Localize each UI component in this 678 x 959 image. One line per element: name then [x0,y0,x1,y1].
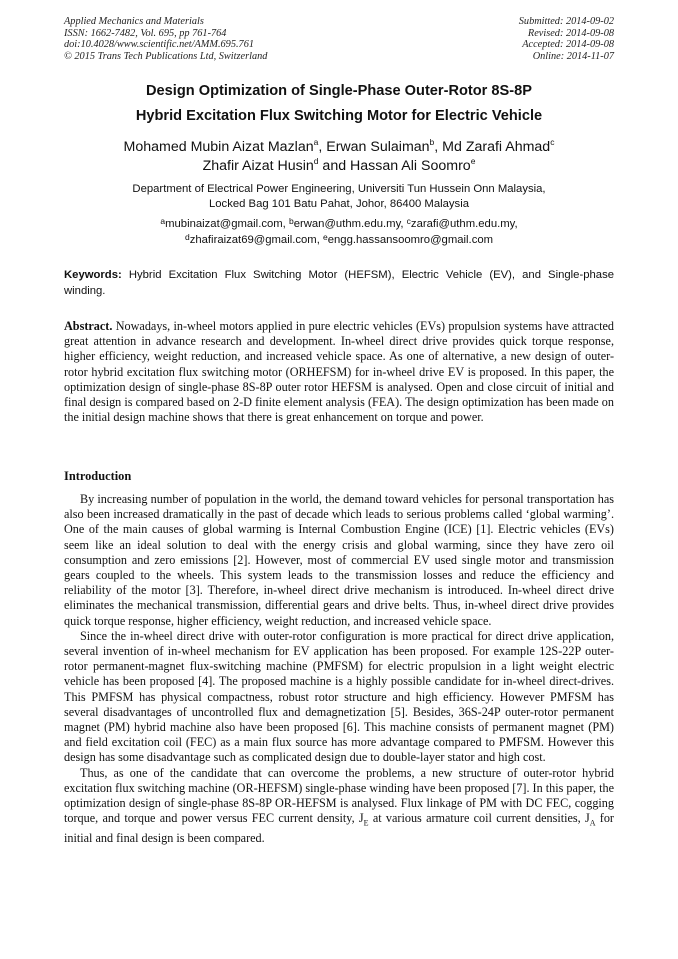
abstract-block [64,319,614,425]
issn-line: ISSN: 1662-7482, Vol. 695, pp 761-764 [64,27,227,39]
revised-date: Revised: 2014-09-08 [527,27,614,39]
keywords-label: Keywords: [64,269,122,281]
authors-line2: Zhafir Aizat Husin$^d$ and Hassan Ali Soomro$^e$ [202,156,476,174]
affiliation-line1: Department of Electrical Power Engineering, Universiti Tun Hussein Onn Malaysia, [132,183,546,195]
email-link[interactable]: mubinaizat@gmail.com [165,218,283,230]
author-sup: a [313,137,319,147]
submission-dates [519,16,614,62]
author-name: Hassan Ali Soomro [350,158,471,174]
emails-line2: $^d$zhafiraizat69@gmail.com, $^e$engg.hassansoomro@gmail.com [184,232,494,246]
email-link[interactable]: zhafiraizat69@gmail.com [189,234,317,246]
abstract-label: Abstract. [64,319,113,333]
author-name: Zhafir Aizat Husin [202,158,314,174]
introduction-heading: Introduction [64,469,132,483]
submitted-date: Submitted: 2014-09-02 [518,16,614,27]
journal-info [64,16,267,62]
email-link[interactable]: erwan@uthm.edu.my [293,218,401,230]
keywords-text: Hybrid Excitation Flux Switching Motor (HEFSM), Electric Vehicle (EV), and Single-phase winding. [64,269,614,297]
author-sup: c [550,137,555,147]
paper-title-line1: Design Optimization of Single-Phase Outer-Rotor 8S-8P [146,83,532,99]
keywords-block [64,268,614,299]
intro-paragraph-2: Since the in-wheel direct drive with outer-rotor configuration is more practical for direct drive application, several invention of in-wheel mechanism for EV application has been proposed. For example 12S-22P outer-rotor permanent-magnet flux-switching machine (PMFSM) for electric propulsion in a light weight electric vehicle has been proposed [4]. The proposed machine is a highly possible candidate for in-wheel direct-drives. This PMFSM has physical compactness, robust rotor structure and high efficiency. However PMFSM has several disadvantages of uncontrolled flux and demagnetization [5]. Besides, 36S-24P outer-rotor permanent magnet (PM) hybrid machine also have been proposed [6]. This machine consists of permanent magnet (PM) and field excitation coil (FEC) as a main flux source has more advantage compared to PMFSM. However this design has some disadvantage such as complicated design due to double-layer stator and high cost. [64,628,614,765]
doi-line: doi:10.4028/www.scientific.net/AMM.695.761 [64,39,254,51]
author-sup: d [313,156,319,166]
author-name: Erwan Sulaiman [326,139,430,155]
email-link[interactable]: engg.hassansoomro@gmail.com [327,234,494,246]
online-date: Online: 2014-11-07 [532,50,614,62]
intro-paragraph-3: Thus, as one of the candidate that can overcome the problems, a new structure of outer-rotor hybrid excitation flux switching machine (OR-HEFSM) single-phase winding have been proposed [7]. In this paper, the optimization design of single-phase 8S-8P OR-HEFSM is analysed. Flux linkage of PM with DC FEC, cogging torque, and torque and power versus FEC current density, $J_E$ at various armature coil current densities, $J_A$ for initial and final design is been compared. [64,765,614,845]
intro-paragraph-1: By increasing number of population in the world, the demand toward vehicles for personal transportation has also been increased dramatically in the past of decade which leads to serious problems called ‘global warming’. One of the main causes of global warming is Internal Combustion Engine (ICE) [1]. Electric vehicles (EVs) seem like an ideal solution to deal with the energy crisis and global warming, since they have zero oil consumption and zero emissions [2]. However, most of commercial EV used single motor and transmission gears coupled to the wheels. This system leads to the transmission losses and reduce the efficiency and reliability of the motor [3]. Therefore, in-wheel direct drive mechanism is introduced. In-wheel direct drive eliminates the mechanical transmission, differential gears and drive belts. Thus, in-wheel direct drive provides quick torque response, higher efficiency, weight reduction, and increased vehicle space. [64,492,614,628]
author-name: Md Zarafi Ahmad [442,139,551,155]
abstract-text: Nowadays, in-wheel motors applied in pure electric vehicles (EVs) propulsion systems have attracted great attention in advance research and development. In-wheel direct drive provides quick torque response, higher efficiency, weight reduction, and increased vehicle space. As one of alternative, a new design of outer-rotor hybrid excitation flux switching motor (ORHEFSM) for in-wheel drive EV is proposed. In this paper, the optimization design of single-phase 8S-8P outer rotor HEFSM is analysed. Open and close circuit of initial and final design is compared based on 2-D finite element analysis (FEA). The design optimization has been made on the initial design machine shows that there is great enhancement on torque and power. [64,319,614,425]
journal-name: Applied Mechanics and Materials [64,16,204,27]
introduction-body [64,492,614,846]
affiliation-line2: Locked Bag 101 Batu Pahat, Johor, 86400 Malaysia [208,198,469,210]
emails-line1: $^a$mubinaizat@gmail.com, $^b$erwan@uthm.edu.my, $^c$zarafi@uthm.edu.my, [160,216,518,230]
author-sup: e [470,156,476,166]
author-name: Mohamed Mubin Aizat Mazlan [123,139,314,155]
accepted-date: Accepted: 2014-09-08 [522,39,614,51]
authors-line1: Mohamed Mubin Aizat Mazlan$^a$, Erwan Sulaiman$^b$, Md Zarafi Ahmad$^c$ [123,137,555,155]
author-sup: b [429,137,435,147]
email-link[interactable]: zarafi@uthm.edu.my [410,218,515,230]
copyright-line: © 2015 Trans Tech Publications Ltd, Switzerland [64,50,268,62]
paper-title-line2: Hybrid Excitation Flux Switching Motor for Electric Vehicle [135,108,543,124]
